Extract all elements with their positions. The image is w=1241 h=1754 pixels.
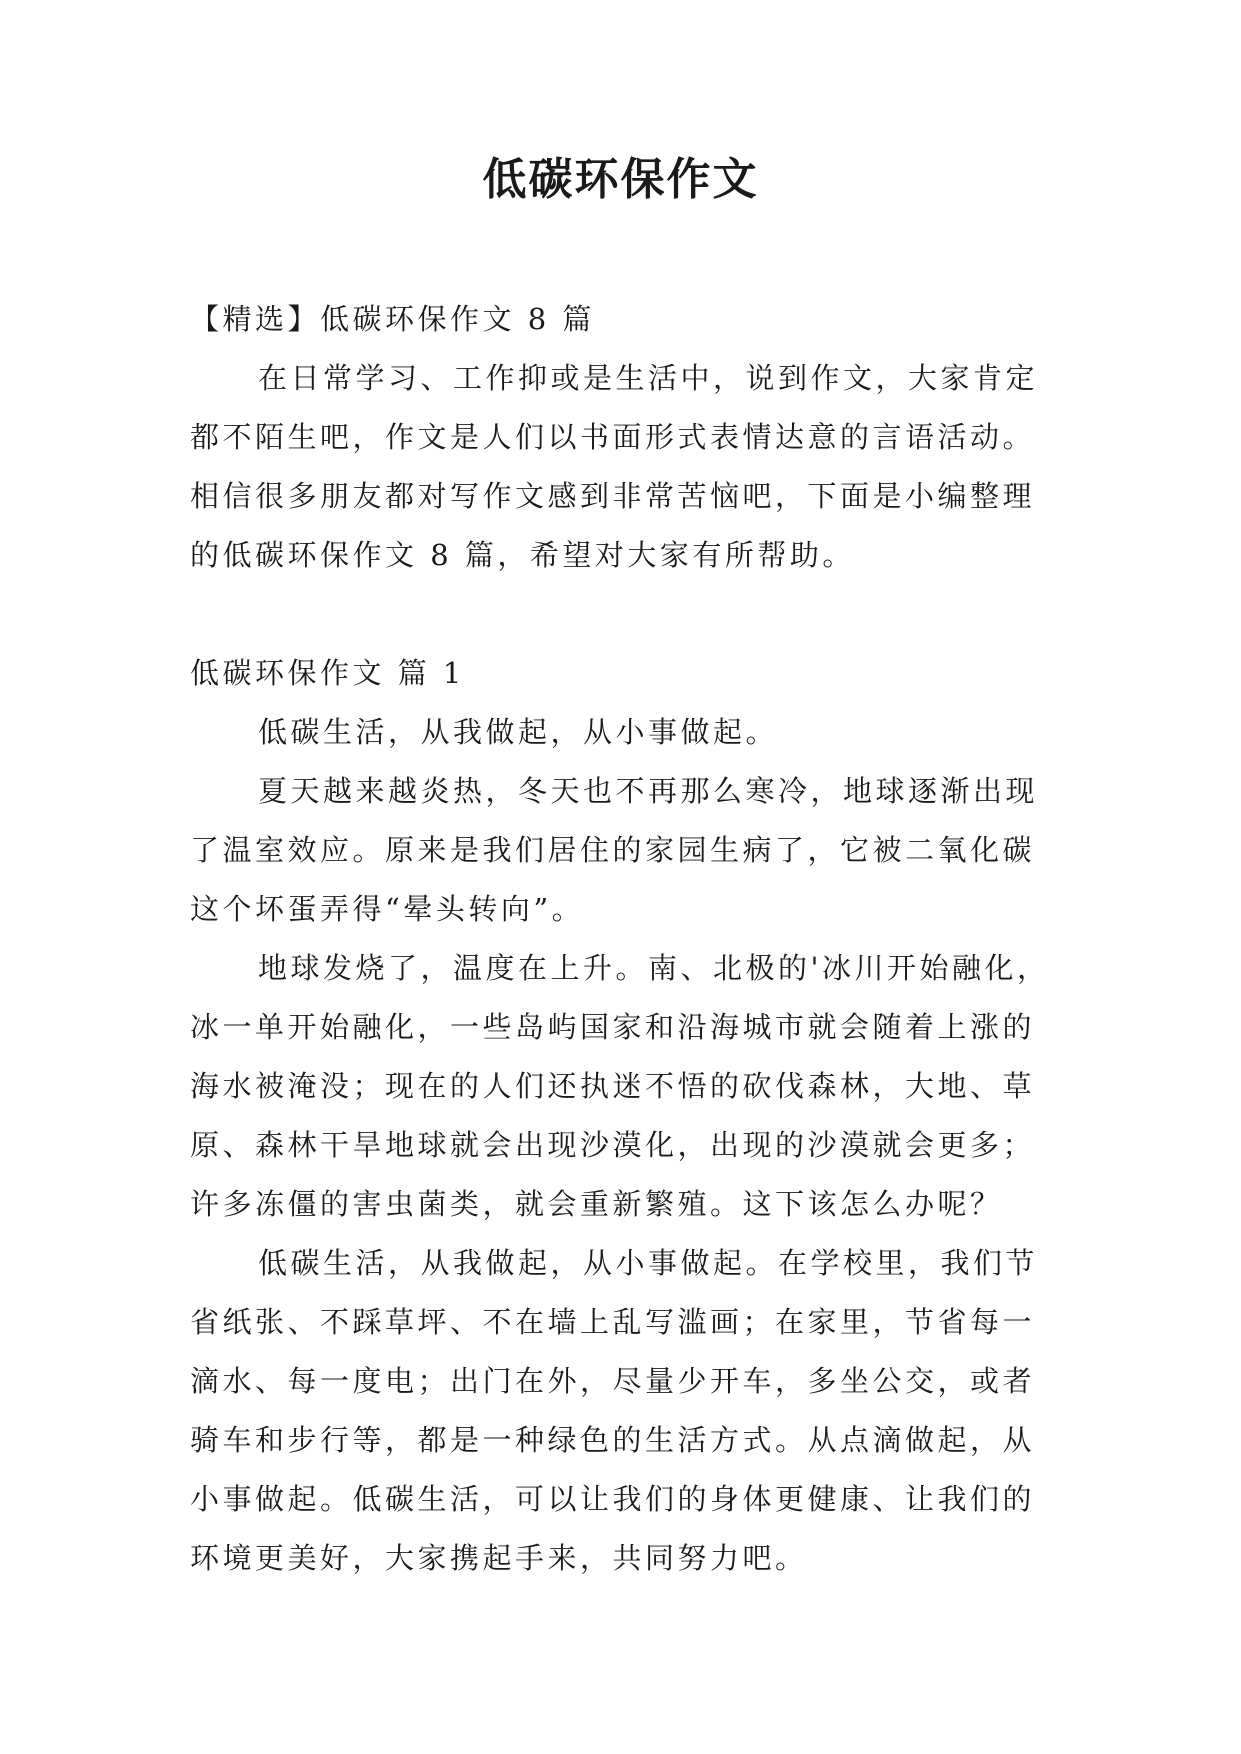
intro-heading: 【精选】低碳环保作文 8 篇	[190, 302, 595, 336]
section-paragraph: 夏天越来越炎热，冬天也不再那么寒冷，地球逐渐出现了温室效应。原来是我们居住的家园生病了，它被二氧化碳这个坏蛋弄得“晕头转向”。	[190, 774, 1039, 926]
section-paragraph: 低碳生活，从我做起，从小事做起。在学校里，我们节省纸张、不踩草坪、不在墙上乱写滥画；在家里，节省每一滴水、每一度电；出门在外，尽量少开车，多坐公交，或者骑车和步行等，都是一种绿色的生活方式。从点滴做起，从小事做起。低碳生活，可以让我们的身体更健康、让我们的环境更美好，大家携起手来，共同努力吧。	[190, 1246, 1039, 1575]
section-spacer	[190, 585, 1060, 644]
section-paragraph: 低碳生活，从我做起，从小事做起。	[258, 715, 779, 749]
document-title: 低碳环保作文	[482, 154, 759, 205]
intro-paragraph: 在日常学习、工作抑或是生活中，说到作文，大家肯定都不陌生吧，作文是人们以书面形式表情达意的言语活动。相信很多朋友都对写作文感到非常苦恼吧，下面是小编整理的低碳环保作文 8 篇，希望对大家有所帮助。	[190, 361, 1039, 572]
section-paragraph: 地球发烧了，温度在上升。南、北极的'冰川开始融化，冰一单开始融化，一些岛屿国家和沿海城市就会随着上涨的海水被淹没；现在的人们还执迷不悟的砍伐森林，大地、草原、森林干旱地球就会出现沙漠化，出现的沙漠就会更多；许多冻僵的害虫菌类，就会重新繁殖。这下该怎么办呢？	[190, 951, 1050, 1221]
document-body	[190, 290, 1060, 1588]
section-heading: 低碳环保作文 篇 1	[190, 656, 465, 690]
